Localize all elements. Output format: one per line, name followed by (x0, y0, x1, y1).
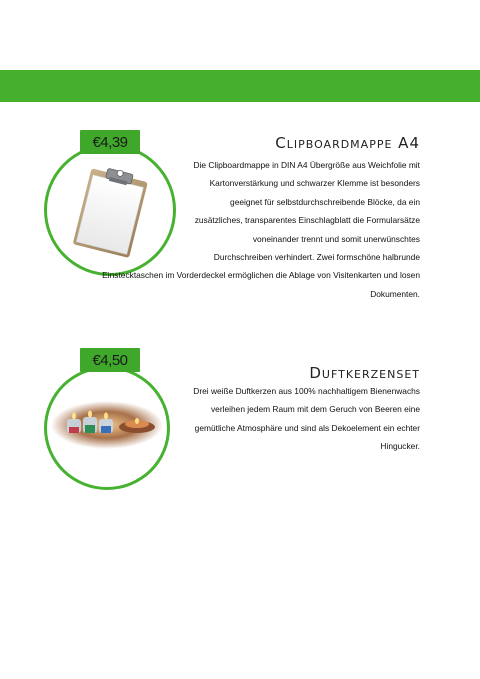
product-image-circle (44, 366, 170, 490)
product-candles (0, 346, 480, 486)
description-line: geeignet für selbstdurchschreibende Blöcke, da ein (230, 196, 420, 207)
description-line: Dokumenten. (370, 288, 420, 299)
product-title: Duftkerzenset (309, 364, 420, 382)
price-tag: €4,50 (80, 348, 140, 372)
product-description (193, 382, 420, 456)
description-line: Drei weiße Duftkerzen aus 100% nachhaltigem Bienenwachs (193, 386, 420, 396)
description-line: Einstecktaschen im Vorderdeckel ermöglichen die Ablage von Visitenkarten und losen (102, 270, 420, 281)
description-line: voneinander trennt und somit unerwünschtes (252, 233, 420, 244)
price-tag: €4,39 (80, 130, 140, 154)
description-line: Die Clipboardmappe in DIN A4 Übergröße aus Weichfolie mit (193, 160, 420, 170)
description-line: verleihen jedem Raum mit dem Geruch von Beeren eine (210, 404, 420, 415)
product-clipboard (0, 126, 480, 306)
product-description (102, 156, 420, 303)
description-line: zusätzliches, transparentes Einschlagblatt die Formularsätze (194, 215, 420, 226)
description-line: Kartonverstärkung und schwarzer Klemme ist besonders (209, 178, 420, 189)
description-line: Hingucker. (380, 441, 420, 452)
candles-image (47, 369, 167, 487)
header-green-band (0, 70, 480, 102)
description-line: Durchschreiben verhindert. Zwei formschöne halbrunde (213, 252, 420, 263)
description-line: gemütliche Atmosphäre und sind als Dekoelement ein echter (194, 422, 420, 433)
product-title: Clipboardmappe A4 (275, 134, 420, 152)
